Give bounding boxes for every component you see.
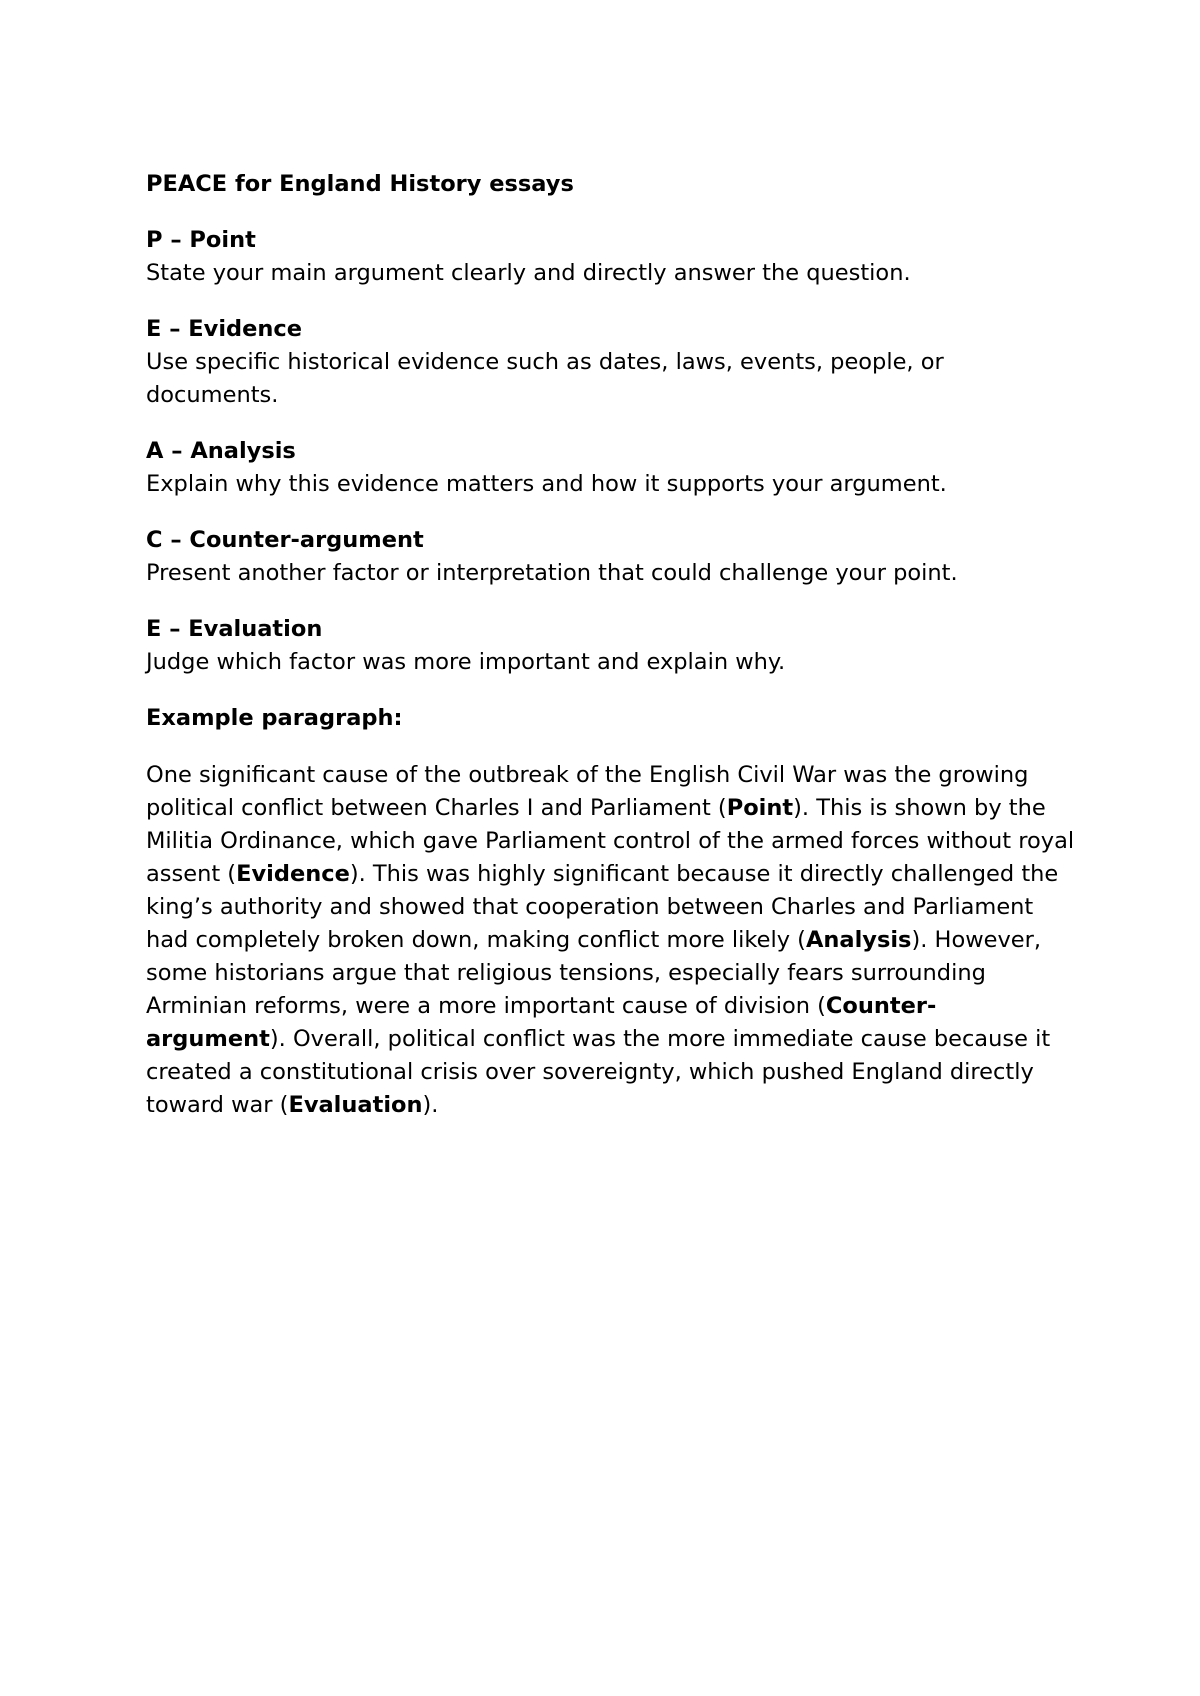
section-evaluation — [146, 613, 1076, 679]
example-text: ). This is shown by the Militia Ordinance, which gave Parliament control of the armed forces without royal assent ( — [146, 795, 1075, 887]
section-point — [146, 224, 1076, 290]
section-analysis — [146, 435, 1076, 501]
section-description: Present another factor or interpretation that could challenge your point. — [146, 560, 958, 586]
example-label-analysis: Analysis — [805, 927, 912, 953]
example-label-evidence: Evidence — [236, 861, 350, 887]
example-label-point: Point — [726, 795, 794, 821]
section-description: Judge which factor was more important and explain why. — [146, 649, 786, 675]
example-text: ). Overall, political conflict was the more immediate cause because it created a constitutional crisis over sovereignty, which pushed England directly toward war ( — [146, 1026, 1051, 1118]
example-heading: Example paragraph: — [146, 705, 403, 731]
example-paragraph — [146, 759, 1076, 1122]
section-description: Explain why this evidence matters and how it supports your argument. — [146, 471, 947, 497]
section-description: State your main argument clearly and directly answer the question. — [146, 260, 911, 286]
section-heading: A – Analysis — [146, 438, 296, 464]
example-text: One significant cause of the outbreak of the English Civil War was the growing political conflict between Charles I and Parliament ( — [146, 762, 1029, 821]
section-counter-argument — [146, 524, 1076, 590]
example-text: ). This was highly significant because it directly challenged the king’s authority and showed that cooperation between Charles and Parliament had completely broken down, making conflict more likely ( — [146, 861, 1059, 953]
example-text: ). However, some historians argue that religious tensions, especially fears surrounding Arminian reforms, were a more important cause of division ( — [146, 927, 1042, 1019]
document-title: PEACE for England History essays — [146, 171, 574, 197]
section-heading: P – Point — [146, 227, 256, 253]
section-description: Use specific historical evidence such as dates, laws, events, people, or documents. — [146, 349, 944, 408]
example-text: ). — [422, 1092, 439, 1118]
example-label-counter-argument: Counter-argument — [146, 993, 937, 1052]
example-label-evaluation: Evaluation — [288, 1092, 423, 1118]
section-heading: C – Counter-argument — [146, 527, 424, 553]
section-heading: E – Evidence — [146, 316, 303, 342]
section-heading: E – Evaluation — [146, 616, 323, 642]
document-body — [146, 168, 1076, 1122]
section-evidence — [146, 313, 1076, 412]
